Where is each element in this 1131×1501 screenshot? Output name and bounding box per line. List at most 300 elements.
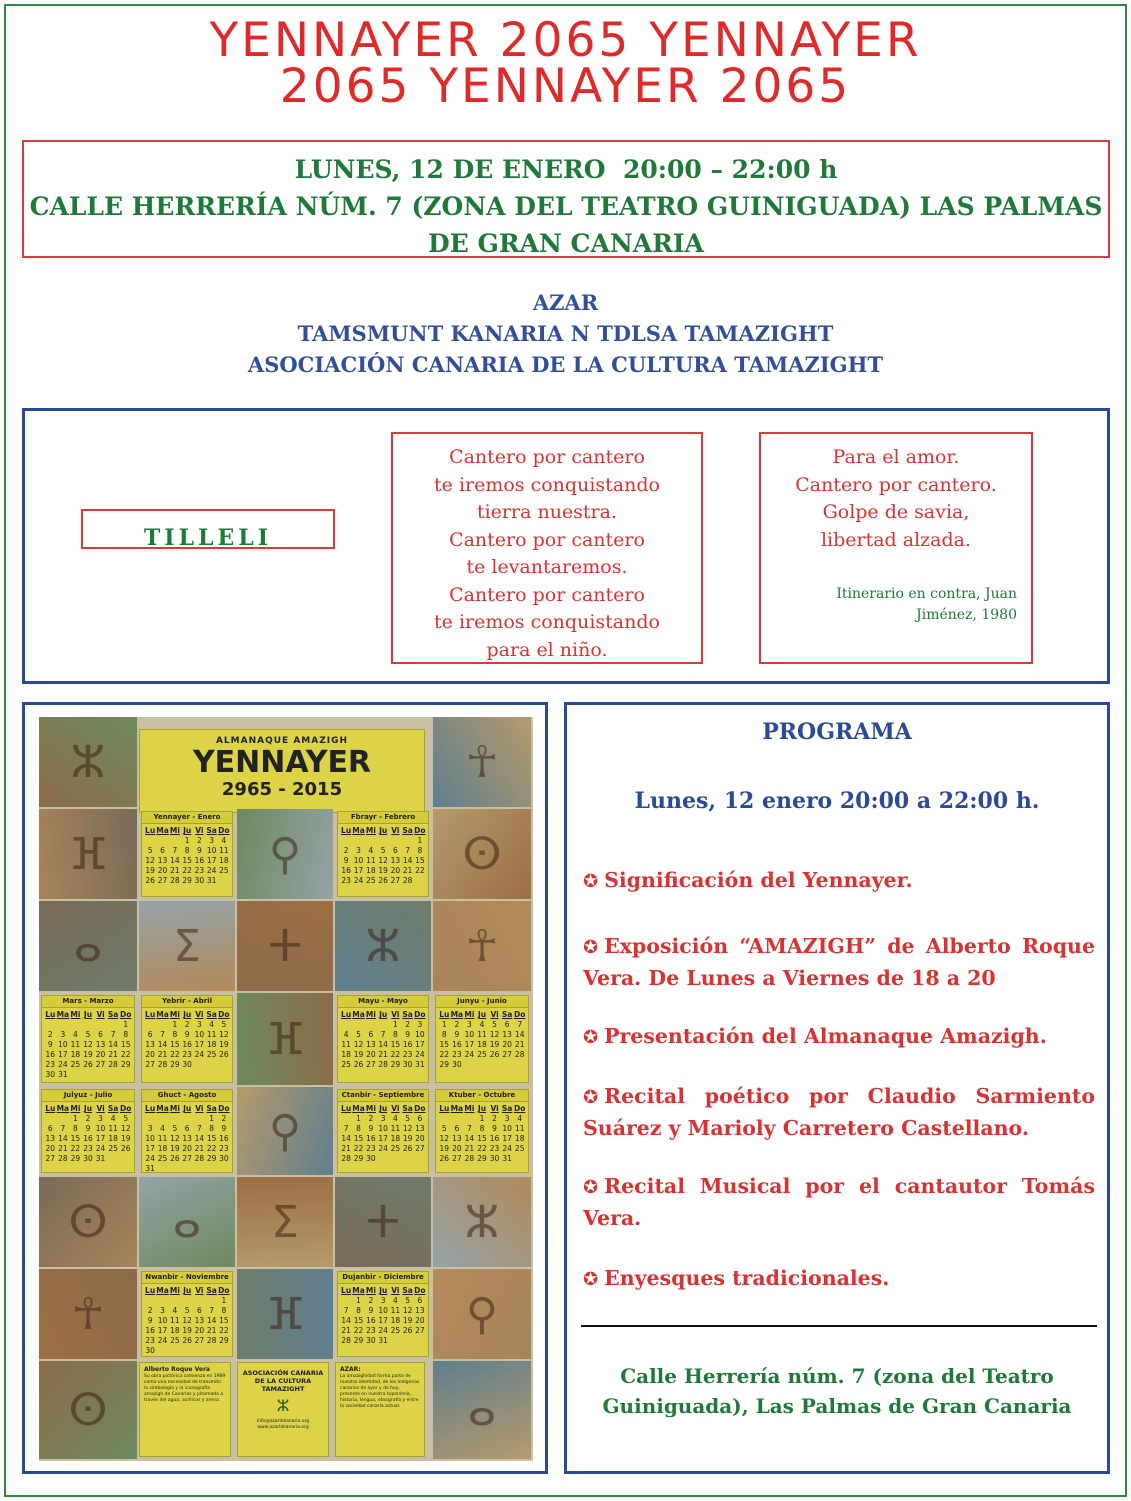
day-cell: 12 (402, 1306, 413, 1315)
rock-art-figure-icon: ☥ (465, 920, 499, 972)
weekday-label: Lu (145, 1104, 156, 1113)
day-cell: 30 (182, 1060, 192, 1069)
weekday-label: Ju (379, 1010, 388, 1019)
day-cell (156, 1020, 169, 1030)
day-cell: 8 (356, 1306, 361, 1315)
weekday-label: Vi (195, 826, 204, 835)
day-cell: 1 (172, 1020, 178, 1029)
month-name: Junyu - Junio (436, 996, 528, 1008)
day-cell: 22 (415, 866, 425, 875)
day-cell: 26 (439, 1154, 450, 1163)
stanza-1-line: te levantaremos. (466, 556, 628, 578)
day-cell: 6 (47, 1124, 53, 1133)
day-cell: 16 (194, 856, 205, 865)
day-cell: 1 (356, 1296, 361, 1305)
month-name: Yebrir - Abril (142, 996, 232, 1008)
weekday-label: Ma (352, 1010, 365, 1019)
weekday-label: Ju (379, 1286, 388, 1295)
weekday-label: Lu (45, 1104, 56, 1113)
stanza-2-line: Golpe de savia, (822, 501, 970, 523)
day-cell: 12 (219, 1030, 229, 1039)
day-cell: 13 (502, 1030, 512, 1039)
weekday-label: Lu (341, 1010, 352, 1019)
rock-art-figure-icon: ⵙ (68, 1196, 108, 1248)
day-cell: 11 (219, 846, 229, 855)
day-cell: 17 (95, 1134, 106, 1143)
day-cell: 20 (415, 1134, 425, 1143)
day-cell: 23 (83, 1144, 93, 1153)
day-cell: 14 (341, 1316, 351, 1325)
day-cell: 16 (182, 1040, 192, 1049)
day-cell: 27 (366, 1060, 376, 1069)
day-cell: 6 (417, 1114, 423, 1123)
day-cell: 27 (182, 1154, 192, 1163)
weekday-label: Ma (156, 826, 169, 835)
day-cell: 16 (341, 866, 351, 875)
program-item-text: Enyesques tradicionales. (604, 1266, 890, 1290)
day-cell: 15 (206, 1134, 217, 1143)
day-cell: 5 (184, 1306, 190, 1315)
day-cell: 29 (170, 1060, 180, 1069)
day-cell: 7 (172, 846, 178, 855)
artwork-tile (433, 1269, 531, 1359)
poem-citation (836, 584, 1017, 626)
day-cell: 3 (417, 1020, 423, 1029)
day-cell: 8 (479, 1124, 485, 1133)
day-cell: 22 (390, 1050, 401, 1059)
day-cell: 9 (85, 1124, 91, 1133)
citation-line-1: Itinerario en contra, Juan (836, 586, 1017, 602)
weekday-label: Mi (169, 1010, 180, 1019)
almanac-info-left (139, 1362, 231, 1457)
day-cell: 7 (60, 1124, 66, 1133)
day-cell: 14 (378, 1040, 388, 1049)
rock-art-figure-icon: ⴼ (265, 1013, 305, 1065)
day-cell (94, 1020, 107, 1030)
month-calendar (41, 995, 135, 1083)
day-cell: 25 (70, 1060, 81, 1069)
program-item-text: Presentación del Almanaque Amazigh. (604, 1024, 1047, 1048)
day-cell: 19 (402, 1134, 413, 1143)
day-cell: 10 (157, 1316, 168, 1325)
weekday-label: Vi (391, 1010, 400, 1019)
month-calendar (435, 995, 529, 1083)
day-cell: 10 (464, 1030, 475, 1039)
weekday-label: Do (120, 1010, 132, 1019)
day-cell: 25 (206, 1050, 217, 1059)
month-grid (142, 1008, 232, 1070)
artwork-tile (335, 901, 431, 991)
weekday-label: Ma (352, 1286, 365, 1295)
day-cell: 26 (378, 876, 388, 885)
day-cell: 26 (145, 876, 155, 885)
month-name: Mars - Marzo (42, 996, 134, 1008)
month-grid (42, 1008, 134, 1080)
day-cell: 3 (196, 1020, 202, 1029)
day-cell: 18 (70, 1050, 81, 1059)
day-cell: 31 (206, 876, 217, 885)
day-cell: 25 (366, 876, 376, 885)
day-cell: 29 (477, 1154, 487, 1163)
day-cell: 2 (47, 1030, 53, 1039)
day-cell: 31 (378, 1336, 388, 1345)
day-cell: 3 (60, 1030, 66, 1039)
day-cell: 17 (415, 1040, 425, 1049)
day-cell: 25 (390, 1326, 401, 1335)
month-name: Ghuct - Agosto (142, 1090, 232, 1102)
organization-block (0, 287, 1131, 380)
day-cell: 10 (415, 1030, 425, 1039)
rock-art-figure-icon: ⴼ (265, 1288, 305, 1340)
day-cell: 20 (45, 1144, 56, 1153)
month-grid (142, 1284, 232, 1356)
day-cell: 29 (439, 1060, 450, 1069)
day-cell: 7 (343, 1306, 349, 1315)
poem-stanza-2-box (759, 432, 1033, 664)
day-cell: 21 (194, 1144, 205, 1153)
day-cell: 12 (439, 1134, 450, 1143)
day-cell: 18 (108, 1134, 118, 1143)
day-cell: 23 (452, 1050, 462, 1059)
day-cell: 2 (368, 1114, 374, 1123)
rock-art-figure-icon: ⴰ (73, 920, 103, 972)
day-cell: 30 (452, 1060, 462, 1069)
day-cell (144, 1114, 156, 1124)
day-cell: 31 (415, 1060, 425, 1069)
day-cell: 14 (58, 1134, 68, 1143)
day-cell: 10 (58, 1040, 68, 1049)
day-cell: 13 (415, 1124, 425, 1133)
day-cell: 1 (73, 1114, 78, 1123)
day-cell: 25 (390, 1144, 401, 1153)
weekday-label: Ju (183, 1104, 192, 1113)
day-cell: 17 (464, 1040, 475, 1049)
day-cell: 9 (343, 856, 349, 865)
almanac-subtitle: ALMANAQUE AMAZIGH (215, 736, 349, 746)
title-line-1: YENNAYER 2065 YENNAYER (209, 13, 922, 68)
artwork-tile (39, 717, 137, 807)
rock-art-figure-icon: ⵉ (271, 1196, 299, 1248)
day-cell (365, 1020, 377, 1030)
day-cell: 29 (120, 1060, 131, 1069)
info-center-title: ASOCIACIÓN CANARIA DE LA CULTURA TAMAZIGHT (242, 1369, 324, 1393)
rock-art-figure-icon: ☥ (465, 736, 499, 788)
day-cell: 1 (209, 1114, 215, 1123)
day-cell: 15 (70, 1134, 81, 1143)
day-cell: 15 (170, 1040, 180, 1049)
day-cell (438, 1114, 451, 1124)
day-cell: 3 (380, 1114, 386, 1123)
day-cell: 8 (392, 1030, 398, 1039)
day-cell (156, 1114, 169, 1124)
day-cell: 22 (70, 1144, 81, 1153)
artwork-tile (39, 1269, 137, 1359)
stanza-1-line: tierra nuestra. (476, 501, 618, 523)
day-cell: 1 (479, 1114, 485, 1123)
weekday-label: Mi (365, 1010, 376, 1019)
day-cell: 19 (145, 866, 155, 875)
footer-line-1: Calle Herrería núm. 7 (zona del Teatro (620, 1364, 1054, 1388)
poem-stanza-2 (761, 444, 1031, 554)
day-cell: 4 (368, 846, 374, 855)
day-cell: 31 (95, 1154, 106, 1163)
footer-line-2: Guiniguada), Las Palmas de Gran Canaria (602, 1394, 1072, 1418)
day-cell: 24 (206, 866, 217, 875)
weekday-label: Vi (490, 1104, 499, 1113)
weekday-label: Vi (96, 1010, 105, 1019)
weekday-label: Lu (439, 1104, 450, 1113)
program-box (564, 702, 1110, 1474)
day-cell: 15 (477, 1134, 487, 1143)
day-cell: 16 (219, 1134, 229, 1143)
weekday-label: Do (218, 1010, 230, 1019)
day-cell: 28 (402, 876, 413, 885)
day-cell: 13 (390, 856, 401, 865)
day-cell: 25 (514, 1144, 525, 1153)
day-cell: 28 (514, 1050, 525, 1059)
rock-art-figure-icon: ⵜ (268, 920, 302, 972)
day-cell: 13 (157, 856, 168, 865)
stanza-2-line: libertad alzada. (820, 528, 972, 551)
day-cell: 9 (454, 1030, 460, 1039)
day-cell: 2 (405, 1020, 411, 1029)
day-cell: 26 (402, 1144, 413, 1153)
day-cell: 21 (402, 866, 413, 875)
weekday-label: Lu (145, 826, 156, 835)
weekday-label: Vi (96, 1104, 105, 1113)
weekday-label: Sa (501, 1010, 513, 1019)
day-cell: 13 (182, 1134, 192, 1143)
day-cell: 27 (502, 1050, 512, 1059)
day-cell: 30 (219, 1154, 229, 1163)
weekday-label: Sa (206, 826, 217, 835)
day-cell (69, 1020, 82, 1030)
weekday-label: Ma (56, 1104, 70, 1113)
day-cell: 27 (415, 1326, 425, 1335)
day-cell: 6 (368, 1030, 374, 1039)
org-name-tamazight: TAMSMUNT KANARIA N TDLSA TAMAZIGHT (297, 321, 834, 346)
weekday-label: Sa (206, 1286, 217, 1295)
day-cell: 12 (83, 1040, 93, 1049)
day-cell: 20 (95, 1050, 106, 1059)
month-calendar (337, 1271, 429, 1357)
day-cell: 2 (492, 1114, 497, 1123)
day-cell: 11 (108, 1124, 118, 1133)
day-cell: 1 (441, 1020, 447, 1029)
day-cell: 21 (108, 1050, 118, 1059)
day-cell: 6 (98, 1030, 103, 1039)
info-right-title: AZAR: (340, 1366, 361, 1373)
event-address-line-2: DE GRAN CANARIA (428, 229, 704, 258)
month-name: Julyuz - Julio (42, 1090, 134, 1102)
weekday-label: Sa (402, 1286, 413, 1295)
program-item (583, 1081, 1095, 1144)
day-cell: 9 (368, 1124, 374, 1133)
day-cell: 5 (492, 1020, 497, 1029)
day-cell: 26 (402, 1326, 413, 1335)
day-cell: 20 (182, 1144, 192, 1153)
day-cell: 5 (356, 1030, 361, 1039)
day-cell: 14 (464, 1134, 475, 1143)
day-cell: 8 (356, 1124, 361, 1133)
day-cell: 30 (194, 876, 205, 885)
day-cell: 12 (120, 1124, 131, 1133)
day-cell: 21 (341, 1326, 351, 1335)
day-cell: 24 (502, 1144, 512, 1153)
month-name: Yennayer - Enero (142, 812, 232, 824)
day-cell: 26 (83, 1060, 93, 1069)
rock-art-figure-icon: ⵙ (462, 828, 502, 880)
day-cell: 18 (219, 856, 229, 865)
month-grid (338, 1102, 428, 1164)
day-cell: 6 (147, 1030, 153, 1039)
day-cell: 24 (58, 1060, 68, 1069)
day-cell: 12 (353, 1040, 364, 1049)
day-cell: 28 (378, 1060, 388, 1069)
day-cell: 5 (380, 846, 386, 855)
almanac-frame (22, 702, 548, 1474)
day-cell: 25 (341, 1060, 351, 1069)
almanac-info-right (335, 1362, 425, 1457)
month-name: Ctanbir - Septiembre (338, 1090, 428, 1102)
day-cell (57, 1020, 70, 1030)
day-cell: 28 (464, 1154, 475, 1163)
day-cell: 4 (479, 1020, 485, 1029)
day-cell: 20 (390, 866, 401, 875)
day-cell: 6 (184, 1124, 190, 1133)
weekday-label: Ju (183, 1010, 192, 1019)
star-bullet-icon: ✪ (583, 1087, 599, 1108)
month-calendar (141, 1271, 233, 1357)
day-cell: 21 (464, 1144, 475, 1153)
day-cell: 3 (147, 1124, 153, 1133)
day-cell: 4 (343, 1030, 349, 1039)
day-cell: 16 (402, 1040, 413, 1049)
rock-art-figure-icon: ⴰ (467, 1384, 497, 1436)
day-cell: 15 (415, 856, 425, 865)
day-cell: 31 (58, 1070, 68, 1079)
day-cell: 13 (145, 1040, 155, 1049)
day-cell: 29 (206, 1154, 217, 1163)
day-cell: 23 (194, 866, 205, 875)
program-item (583, 931, 1095, 994)
star-bullet-icon: ✪ (583, 1269, 599, 1290)
day-cell: 21 (170, 866, 180, 875)
day-cell: 16 (83, 1134, 93, 1143)
weekday-label: Sa (501, 1104, 513, 1113)
month-name: Fbrayr - Febrero (338, 812, 428, 824)
day-cell: 11 (366, 856, 376, 865)
day-cell: 6 (392, 846, 398, 855)
artwork-tile (139, 901, 235, 991)
stanza-1-line: te iremos conquistando (434, 473, 660, 496)
day-cell: 11 (514, 1124, 525, 1133)
day-cell: 28 (170, 876, 180, 885)
weekday-label: Ma (450, 1104, 464, 1113)
artwork-tile (433, 1177, 531, 1267)
star-bullet-icon: ✪ (583, 871, 599, 892)
day-cell: 31 (145, 1164, 155, 1173)
info-center-text: info@azarlekanaria.org www.azarlekanaria.org (256, 1419, 310, 1430)
day-cell: 3 (467, 1020, 472, 1029)
day-cell: 3 (380, 1296, 386, 1305)
day-cell: 21 (378, 1050, 388, 1059)
artwork-tile (237, 993, 333, 1085)
day-cell: 4 (392, 1296, 398, 1305)
day-cell (169, 1296, 181, 1306)
day-cell: 19 (353, 1050, 364, 1059)
artwork-tile (39, 1361, 137, 1459)
day-cell (402, 836, 414, 846)
weekday-label: Ma (156, 1286, 169, 1295)
day-cell: 13 (415, 1306, 425, 1315)
day-cell: 6 (504, 1020, 510, 1029)
day-cell: 19 (439, 1144, 450, 1153)
day-cell: 12 (402, 1124, 413, 1133)
title-line-2: 2065 YENNAYER 2065 (279, 59, 852, 114)
day-cell: 19 (83, 1050, 93, 1059)
month-grid (142, 1102, 232, 1173)
weekday-label: Ma (156, 1104, 169, 1113)
day-cell: 9 (47, 1040, 53, 1049)
day-cell: 30 (83, 1154, 93, 1163)
artwork-tile (237, 1269, 333, 1359)
day-cell (377, 836, 389, 846)
day-cell (156, 1296, 169, 1306)
day-cell: 2 (368, 1296, 374, 1305)
day-cell: 26 (219, 1050, 229, 1059)
day-cell: 26 (170, 1154, 180, 1163)
day-cell (144, 836, 156, 846)
month-calendar (41, 1089, 135, 1173)
day-cell: 16 (452, 1040, 462, 1049)
day-cell: 27 (157, 876, 168, 885)
artwork-tile (39, 1177, 137, 1267)
day-cell: 18 (514, 1134, 525, 1143)
page-title (0, 13, 1131, 114)
day-cell: 2 (454, 1020, 460, 1029)
day-cell: 2 (147, 1306, 153, 1315)
weekday-label: Mi (365, 1286, 376, 1295)
month-grid (436, 1008, 528, 1070)
stanza-2-line: Cantero por cantero. (795, 473, 997, 496)
day-cell: 19 (182, 1326, 192, 1335)
weekday-label: Do (218, 826, 230, 835)
day-cell: 5 (405, 1296, 411, 1305)
weekday-label: Mi (169, 1104, 180, 1113)
day-cell (340, 1296, 352, 1306)
day-cell: 4 (221, 836, 227, 845)
day-cell: 2 (343, 846, 349, 855)
day-cell: 25 (477, 1050, 487, 1059)
day-cell: 16 (145, 1326, 155, 1335)
month-grid (436, 1102, 528, 1164)
day-cell: 12 (145, 856, 155, 865)
day-cell (57, 1114, 70, 1124)
day-cell: 9 (184, 1030, 190, 1039)
day-cell: 15 (182, 856, 192, 865)
weekday-label: Do (218, 1286, 230, 1295)
day-cell: 25 (108, 1144, 118, 1153)
day-cell: 19 (402, 1316, 413, 1325)
day-cell: 14 (514, 1030, 525, 1039)
day-cell (144, 1296, 156, 1306)
day-cell: 31 (502, 1154, 512, 1163)
day-cell: 14 (402, 856, 413, 865)
artwork-tile (237, 809, 333, 899)
month-grid (338, 1008, 428, 1070)
day-cell: 30 (489, 1154, 500, 1163)
